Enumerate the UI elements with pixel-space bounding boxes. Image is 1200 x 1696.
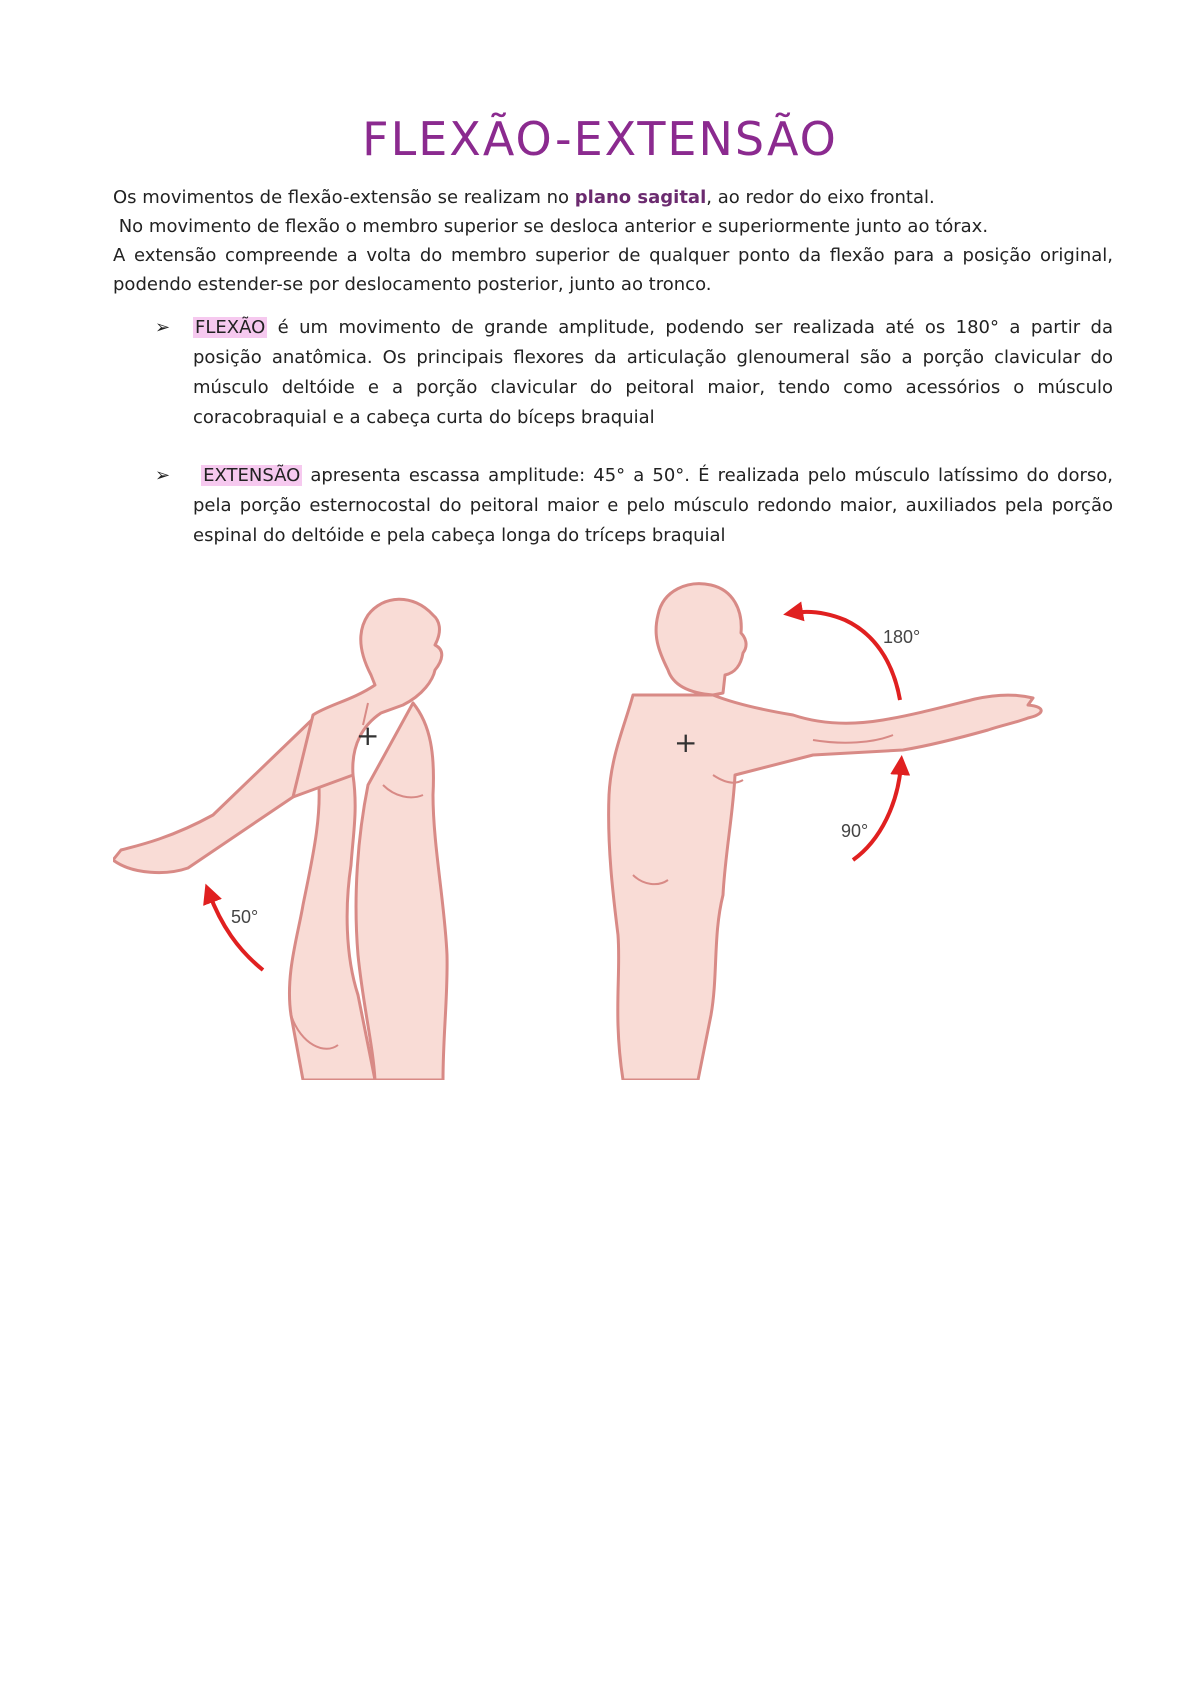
intro-line-1-start: Os movimentos de flexão-extensão se realizam no <box>113 187 575 208</box>
extension-term: EXTENSÃO <box>203 465 301 486</box>
intro-line-1-end: , ao redor do eixo frontal. <box>706 187 935 208</box>
plano-sagital-term: plano sagital <box>574 187 707 208</box>
flexion-angle-180-label: 180° <box>883 627 921 647</box>
flexion-figure <box>609 584 1042 1080</box>
shoulder-movement-illustration <box>113 575 1123 1080</box>
flexion-term: FLEXÃO <box>195 317 266 338</box>
arrow-bullet-icon: ➢ <box>155 465 171 486</box>
flexion-angle-90-label: 90° <box>841 821 869 841</box>
extension-figure <box>113 599 447 1080</box>
bullet-extension <box>155 461 1113 551</box>
extension-angle-label: 50° <box>231 907 259 927</box>
shoulder-axis-marker-left: + <box>356 719 380 752</box>
intro-line-3: A extensão compreende a volta do membro superior de qualquer ponto da flexão para a posição original, podendo estender-se por deslocamento posterior, junto ao tronco. <box>113 245 1113 295</box>
extension-arrow <box>209 893 263 970</box>
page-title: FLEXÃO-EXTENSÃO <box>362 112 838 166</box>
flexion-arrow-180 <box>793 612 900 700</box>
arrow-bullet-icon: ➢ <box>155 317 171 338</box>
intro-line-2: No movimento de flexão o membro superior se desloca anterior e superiormente junto ao tórax. <box>113 216 989 237</box>
extension-description: apresenta escassa amplitude: 45° a 50°. É realizada pelo músculo latíssimo do dorso, pela porção esternocostal do peitoral maior e pelo músculo redondo maior, auxiliados pela porção espinal do deltóide e pela cabeça longa do tríceps braquial <box>193 465 1113 546</box>
shoulder-axis-marker-right: + <box>674 726 698 759</box>
intro-line-1 <box>113 183 1113 212</box>
flexion-description: é um movimento de grande amplitude, podendo ser realizada até os 180° a partir da posição anatômica. Os principais flexores da articulação glenoumeral são a porção clavicular do músculo deltóide e a porção clavicular do peitoral maior, tendo como acessórios o músculo coracobraquial e a cabeça curta do bíceps braquial <box>193 317 1113 428</box>
flexion-arrow-90 <box>853 765 901 860</box>
bullet-flexion <box>155 313 1113 433</box>
intro-paragraph <box>113 183 1113 299</box>
